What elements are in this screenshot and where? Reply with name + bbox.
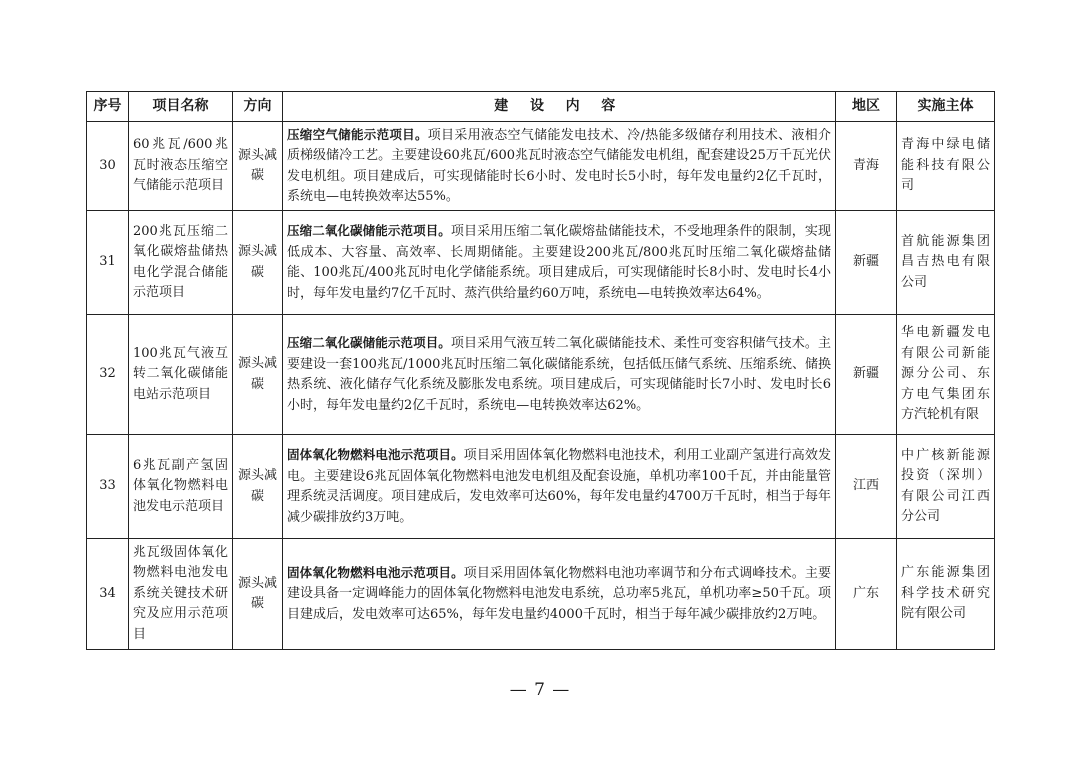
table-row xyxy=(87,122,995,211)
row-content xyxy=(283,211,836,315)
content-body: 项目采用气液互转二氧化碳储能技术、柔性可变容积储气技术。主要建设一套100兆瓦/1000兆瓦时压缩二氧化碳储能系统，包括低压储气系统、压缩系统、储换热系统、液化储存气化系统及膨胀发电系统。项目建成后，可实现储能时长7小时、发电时长6小时，每年发电量约2亿千瓦时，系统电—电转换效率达62%。 xyxy=(287,336,831,413)
row-direction: 源头减碳 xyxy=(233,315,283,435)
row-name: 6兆瓦副产氢固体氧化物燃料电池发电示范项目 xyxy=(129,435,233,539)
row-region: 青海 xyxy=(836,122,897,211)
row-region: 广东 xyxy=(836,539,897,650)
content-body: 项目采用液态空气储能发电技术、冷/热能多级储存利用技术、液相介质梯级储冷工艺。主要建设60兆瓦/600兆瓦时液态空气储能发电机组，配套建设25万千瓦光伏发电机组。项目建成后，可实现储能时长6小时、发电时长5小时，每年发电量约2亿千瓦时，系统电—电转换效率达55%。 xyxy=(287,127,831,204)
row-no: 33 xyxy=(87,435,129,539)
row-entity: 中广核新能源投资（深圳）有限公司江西分公司 xyxy=(897,435,995,539)
row-content xyxy=(283,539,836,650)
row-direction: 源头减碳 xyxy=(233,211,283,315)
row-region: 江西 xyxy=(836,435,897,539)
row-no: 34 xyxy=(87,539,129,650)
row-entity: 广东能源集团科学技术研究院有限公司 xyxy=(897,539,995,650)
row-direction: 源头减碳 xyxy=(233,435,283,539)
content-body: 项目采用固体氧化物燃料电池功率调节和分布式调峰技术。主要建设具备一定调峰能力的固体氧化物燃料电池发电系统，总功率5兆瓦，单机功率≥50千瓦。项目建成后，发电效率可达65%，每年发电量约4000千瓦时，相当于每年减少碳排放约2万吨。 xyxy=(287,565,831,622)
row-no: 30 xyxy=(87,122,129,211)
content-title: 固体氧化物燃料电池示范项目。 xyxy=(287,447,464,462)
content-title: 压缩空气储能示范项目。 xyxy=(287,126,428,142)
table-header-row xyxy=(87,92,995,122)
content-body: 项目采用压缩二氧化碳熔盐储能技术，不受地理条件的限制，实现低成本、大容量、高效率、长周期储能。主要建设200兆瓦/800兆瓦时压缩二氧化碳熔盐储能、100兆瓦/400兆瓦时电化学储能系统。项目建成后，可实现储能时长8小时、发电时长4小时，每年发电量约7亿千瓦时、蒸汽供给量约60万吨，系统电—电转换效率达64%。 xyxy=(287,224,831,301)
page-number: — 7 — xyxy=(509,680,571,700)
table-row xyxy=(87,211,995,315)
header-region: 地区 xyxy=(836,92,897,122)
row-no: 31 xyxy=(87,211,129,315)
row-content xyxy=(283,122,836,211)
content-title: 压缩二氧化碳储能示范项目。 xyxy=(287,335,451,350)
row-name: 60兆瓦/600兆瓦时液态压缩空气储能示范项目 xyxy=(129,122,233,211)
content-title: 固体氧化物燃料电池示范项目。 xyxy=(287,564,464,580)
row-name: 100兆瓦气液互转二氧化碳储能电站示范项目 xyxy=(129,315,233,435)
row-entity: 青海中绿电储能科技有限公司 xyxy=(897,122,995,211)
row-content xyxy=(283,435,836,539)
header-entity: 实施主体 xyxy=(897,92,995,122)
row-entity: 华电新疆发电有限公司新能源分公司、东方电气集团东方汽轮机有限 xyxy=(897,315,995,435)
table-row xyxy=(87,315,995,435)
row-direction: 源头减碳 xyxy=(233,539,283,650)
row-no: 32 xyxy=(87,315,129,435)
content-title: 压缩二氧化碳储能示范项目。 xyxy=(287,223,451,238)
row-name: 兆瓦级固体氧化物燃料电池发电系统关键技术研究及应用示范项目 xyxy=(129,539,233,650)
row-region: 新疆 xyxy=(836,211,897,315)
row-content xyxy=(283,315,836,435)
row-name: 200兆瓦压缩二氧化碳熔盐储热电化学混合储能示范项目 xyxy=(129,211,233,315)
header-content: 建 设 内 容 xyxy=(283,92,836,122)
row-entity: 首航能源集团昌吉热电有限公司 xyxy=(897,211,995,315)
header-direction: 方向 xyxy=(233,92,283,122)
table-row xyxy=(87,539,995,650)
projects-table xyxy=(86,91,995,650)
row-direction: 源头减碳 xyxy=(233,122,283,211)
table-row xyxy=(87,435,995,539)
row-region: 新疆 xyxy=(836,315,897,435)
header-no: 序号 xyxy=(87,92,129,122)
header-name: 项目名称 xyxy=(129,92,233,122)
content-body: 项目采用固体氧化物燃料电池技术，利用工业副产氢进行高效发电。主要建设6兆瓦固体氧化物燃料电池发电机组及配套设施，单机功率100千瓦，并由能量管理系统灵活调度。项目建成后，发电效率可达60%，每年发电量约4700万千瓦时，相当于每年减少碳排放约3万吨。 xyxy=(287,448,831,525)
